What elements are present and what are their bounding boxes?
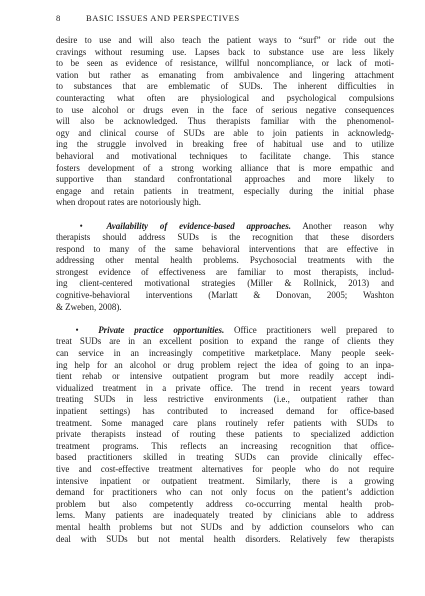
text-line [56,221,394,233]
body-text [56,35,394,545]
text-line: vidualized treatment in a private office. The trend in recent years toward [56,382,394,393]
text-line: problem but also competently address co-occurring mental health prob- [56,498,394,509]
text-line: supportive than standard confrontational approaches and more likely to [56,174,394,185]
text-line: to substances that are emblematic of SUDs. The inherent difficulties in [56,81,394,92]
text-line: ing the struggle involved in breaking free of habitual use and to utilize [56,139,394,150]
text-line [56,325,394,337]
text-line: ing help for an alcohol or drug problem reject the idea of going to an inpa- [56,359,394,370]
bullet-heading: Private practice opportunities. [98,324,225,335]
text-line: treating SUDs in less restrictive environments (i.e., outpatient rather than [56,394,394,405]
text-line: ogy and clinical course of SUDs are able to join patients in acknowledg- [56,127,394,138]
text-line: therapists should address SUDs is the recognition that these disorders [56,232,394,243]
text-line: intensive inpatient or outpatient treatment. Similarly, there is a growing [56,475,394,486]
text-line: mental health problems but not SUDs and by addiction counselors who can [56,521,394,532]
paragraph-gap [56,313,394,325]
text-line: strongest evidence of effectiveness are familiar to most therapists, includ- [56,266,394,277]
text-line: tient rehab or intensive outpatient program but more readily accept indi- [56,371,394,382]
text-span: Another reason why [291,220,395,231]
paragraph [56,35,394,209]
bullet-marker: • [75,324,79,335]
text-line: will also be acknowledged. Thus therapists familiar with the phenomenol- [56,116,394,127]
paragraph-gap [56,209,394,221]
text-line: demand for practitioners who can not only focus on the patient’s addiction [56,487,394,498]
text-line: ing client-centered motivational strategies (Miller & Rollnick, 2013) and [56,278,394,289]
text-line: when dropout rates are notoriously high. [56,197,201,208]
bullet-paragraph [56,325,394,545]
text-line: fosters development of a strong working alliance that is more empathic and [56,162,394,173]
bullet-heading: Availability of evidence-based approaches. [106,220,291,231]
text-line: behavioral and motivational techniques to facilitate change. This stance [56,150,394,161]
text-line: cognitive-behavioral interventions (Marlatt & Donovan, 2005; Washton [56,290,394,301]
page-header [56,13,396,27]
text-line: deal with SUDs but not mental health disorders. Relatively few therapists [56,533,394,544]
text-line: desire to use and will also teach the patient ways to “surf” or ride out the [56,35,394,45]
text-line: treatment. Some managed care plans routinely refer patients with SUDs to [56,417,394,428]
text-line: & Zweben, 2008). [56,301,122,312]
text-line: can service in an increasingly competitive marketplace. Many people seek- [56,348,394,359]
text-line: cravings without resuming use. Lapses back to substance use are less likely [56,46,394,57]
text-line: based practitioners skilled in treating SUDs can provide clinically effec- [56,452,394,463]
text-line: vation but rather as emanating from ambivalence and lingering attachment [56,69,394,80]
bullet-paragraph [56,221,394,314]
text-line: private therapists instead of routing these patients to specialized addiction [56,429,394,440]
text-line: to be seen as evidence of resistance, willful noncompliance, or lack of moti- [56,58,394,69]
text-line: treat SUDs are in an excellent position to expand the range of clients they [56,336,394,347]
text-line: tive and cost-effective treatment alternatives for people who do not require [56,463,394,474]
page-number: 8 [56,13,61,23]
text-line: counteracting what often are physiological and psychological compulsions [56,92,394,103]
text-line: lems. Many patients are inadequately treated by clinicians able to address [56,510,394,521]
running-head: BASIC ISSUES AND PERSPECTIVES [86,13,240,23]
text-span: Office practitioners well prepared to [224,324,394,335]
text-line: treatment programs. This reflects an increasing recognition that office- [56,440,394,451]
bullet-marker: • [79,220,83,231]
text-line: inpatient settings) has contributed to increased demand for office-based [56,406,394,416]
text-line: respond to many of the same behavioral interventions that are effective in [56,243,394,254]
text-line: to use alcohol or drugs even in the face of serious negative consequences [56,104,394,115]
text-line: addressing other mental health problems. Psychosocial treatments with the [56,255,394,266]
text-line: engage and retain patients in treatment, especially during the initial phase [56,185,394,196]
